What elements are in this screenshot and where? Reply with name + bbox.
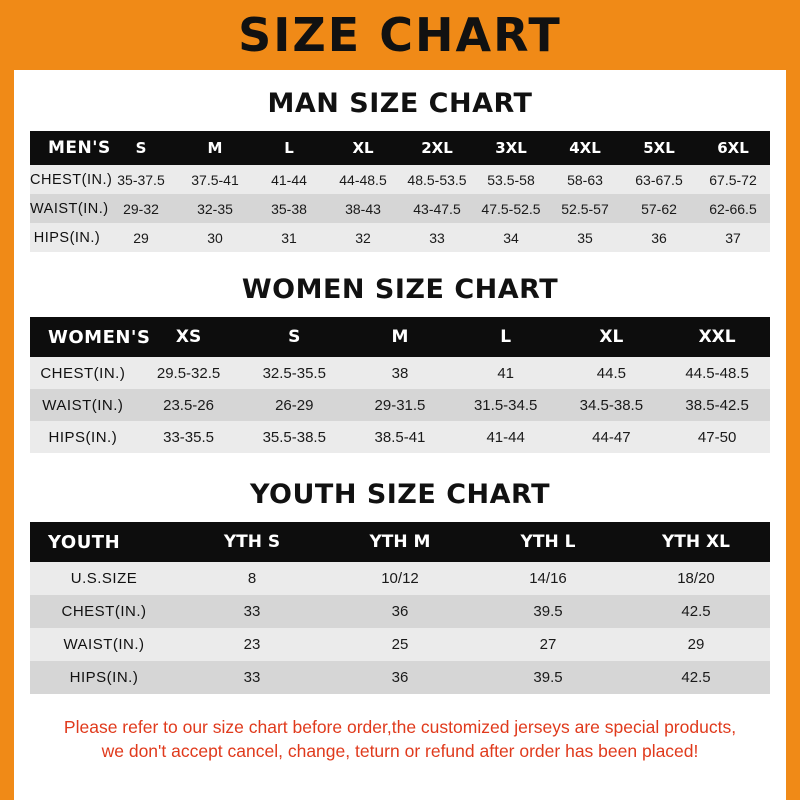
order-policy-note-line2: we don't accept cancel, change, teturn or refund after order has been placed! bbox=[101, 740, 699, 761]
man-size-l: L bbox=[284, 139, 294, 157]
table-row bbox=[30, 595, 770, 628]
man-chest-5xl: 63-67.5 bbox=[635, 171, 683, 188]
table-row bbox=[30, 165, 770, 194]
man-size-5xl: 5XL bbox=[643, 139, 675, 157]
man-hips-s: 29 bbox=[133, 229, 149, 246]
women-hips-s: 35.5-38.5 bbox=[262, 428, 326, 446]
youth-size-s: YTH S bbox=[223, 532, 281, 552]
women-waist-s: 26-29 bbox=[275, 396, 314, 414]
women-size-l: L bbox=[500, 327, 512, 347]
man-waist-m: 32-35 bbox=[197, 200, 233, 217]
man-waist-5xl: 57-62 bbox=[641, 200, 677, 217]
youth-size-l: YTH L bbox=[520, 532, 576, 552]
women-chest-xs: 29.5-32.5 bbox=[156, 364, 221, 382]
man-chest-6xl: 67.5-72 bbox=[709, 171, 757, 188]
youth-hips-s: 33 bbox=[243, 669, 261, 686]
youth-chest-xl: 42.5 bbox=[681, 603, 711, 620]
banner-title: SIZE CHART bbox=[238, 8, 562, 62]
table-row bbox=[30, 628, 770, 661]
women-waist-xxl: 38.5-42.5 bbox=[685, 396, 749, 414]
table-row bbox=[30, 194, 770, 223]
women-chest-s: 32.5-35.5 bbox=[262, 364, 326, 382]
man-waist-6xl: 62-66.5 bbox=[709, 200, 757, 217]
man-chest-l: 41-44 bbox=[271, 171, 307, 188]
man-hips-6xl: 37 bbox=[725, 229, 741, 246]
man-size-2xl: 2XL bbox=[421, 139, 453, 157]
table-row bbox=[30, 389, 770, 421]
women-hips-m: 38.5-41 bbox=[374, 428, 426, 446]
youth-size-m: YTH M bbox=[369, 532, 431, 552]
man-size-m: M bbox=[207, 139, 223, 157]
women-section-title: WOMEN SIZE CHART bbox=[241, 274, 559, 305]
women-row-hips-label: HIPS(IN.) bbox=[48, 428, 118, 446]
order-policy-note-line1: Please refer to our size chart before order,the customized jerseys are special products, bbox=[63, 717, 737, 737]
youth-waist-s: 23 bbox=[243, 636, 261, 653]
content bbox=[14, 88, 786, 763]
women-hips-l: 41-44 bbox=[486, 428, 525, 446]
man-row-chest-label: CHEST(IN.) bbox=[30, 171, 113, 188]
women-table-head bbox=[30, 317, 770, 357]
man-size-3xl: 3XL bbox=[495, 139, 527, 157]
youth-row-chest-label: CHEST(IN.) bbox=[61, 603, 147, 620]
women-table-body bbox=[30, 357, 770, 453]
man-chest-m: 37.5-41 bbox=[191, 171, 239, 188]
man-row-hips-label: HIPS(IN.) bbox=[33, 229, 101, 246]
youth-waist-m: 25 bbox=[391, 636, 409, 653]
youth-chest-m: 36 bbox=[391, 603, 409, 620]
youth-table-head bbox=[30, 522, 770, 562]
youth-ussize-s: 8 bbox=[247, 570, 257, 587]
man-waist-xl: 38-43 bbox=[345, 200, 381, 217]
man-chest-xl: 44-48.5 bbox=[339, 171, 387, 188]
man-section-title: MAN SIZE CHART bbox=[267, 88, 533, 119]
man-waist-l: 35-38 bbox=[271, 200, 307, 217]
youth-chest-l: 39.5 bbox=[533, 603, 563, 620]
man-waist-s: 29-32 bbox=[123, 200, 159, 217]
man-chest-2xl: 48.5-53.5 bbox=[407, 171, 467, 188]
man-corner-label: MEN'S bbox=[48, 138, 111, 158]
youth-header-row bbox=[30, 522, 770, 562]
man-row-waist-label: WAIST(IN.) bbox=[30, 200, 109, 217]
women-row-waist-label: WAIST(IN.) bbox=[42, 396, 124, 414]
man-chest-s: 35-37.5 bbox=[117, 171, 165, 188]
women-chest-xxl: 44.5-48.5 bbox=[685, 364, 749, 382]
women-size-xxl: XXL bbox=[698, 327, 736, 347]
women-chest-m: 38 bbox=[391, 364, 409, 382]
man-size-6xl: 6XL bbox=[717, 139, 749, 157]
youth-waist-xl: 29 bbox=[687, 636, 705, 653]
youth-section-title: YOUTH SIZE CHART bbox=[249, 479, 551, 510]
women-size-table bbox=[30, 317, 770, 453]
man-hips-m: 30 bbox=[207, 229, 223, 246]
women-header-row bbox=[30, 317, 770, 357]
youth-table-body bbox=[30, 562, 770, 694]
man-size-4xl: 4XL bbox=[569, 139, 601, 157]
banner bbox=[0, 0, 800, 70]
order-policy-note bbox=[30, 716, 770, 763]
youth-ussize-xl: 18/20 bbox=[677, 570, 715, 587]
youth-size-xl: YTH XL bbox=[662, 532, 730, 552]
man-chest-4xl: 58-63 bbox=[567, 171, 603, 188]
table-row bbox=[30, 223, 770, 252]
women-size-xs: XS bbox=[175, 327, 202, 347]
youth-hips-l: 39.5 bbox=[533, 669, 563, 686]
youth-chest-s: 33 bbox=[243, 603, 261, 620]
man-hips-l: 31 bbox=[281, 229, 297, 246]
man-waist-3xl: 47.5-52.5 bbox=[481, 200, 541, 217]
women-size-m: M bbox=[391, 327, 409, 347]
man-header-row bbox=[30, 131, 770, 165]
table-row bbox=[30, 661, 770, 694]
women-hips-xxl: 47-50 bbox=[697, 428, 737, 446]
youth-size-table bbox=[30, 522, 770, 694]
youth-hips-xl: 42.5 bbox=[681, 669, 711, 686]
man-waist-2xl: 43-47.5 bbox=[413, 200, 461, 217]
women-chest-xl: 44.5 bbox=[596, 364, 626, 382]
women-chest-l: 41 bbox=[497, 364, 514, 382]
youth-corner-label: YOUTH bbox=[48, 531, 121, 553]
youth-row-waist-label: WAIST(IN.) bbox=[63, 636, 145, 653]
youth-ussize-m: 10/12 bbox=[381, 570, 419, 587]
youth-waist-l: 27 bbox=[539, 636, 557, 653]
table-row bbox=[30, 421, 770, 453]
man-chest-3xl: 53.5-58 bbox=[487, 171, 535, 188]
women-size-s: S bbox=[288, 327, 301, 347]
man-hips-2xl: 33 bbox=[429, 229, 445, 246]
youth-hips-m: 36 bbox=[391, 669, 409, 686]
women-corner-label: WOMEN'S bbox=[48, 326, 151, 348]
man-table-head bbox=[30, 131, 770, 165]
women-row-chest-label: CHEST(IN.) bbox=[40, 364, 126, 382]
women-waist-m: 29-31.5 bbox=[374, 396, 426, 414]
man-hips-4xl: 35 bbox=[577, 229, 593, 246]
man-hips-5xl: 36 bbox=[651, 229, 667, 246]
table-row bbox=[30, 562, 770, 595]
man-hips-xl: 32 bbox=[355, 229, 371, 246]
man-size-table bbox=[30, 131, 770, 252]
women-hips-xs: 33-35.5 bbox=[163, 428, 214, 446]
man-size-s: S bbox=[135, 139, 147, 157]
women-hips-xl: 44-47 bbox=[592, 428, 631, 446]
women-waist-xl: 34.5-38.5 bbox=[579, 396, 644, 414]
women-waist-l: 31.5-34.5 bbox=[473, 396, 538, 414]
man-size-xl: XL bbox=[352, 139, 374, 157]
man-table-body bbox=[30, 165, 770, 252]
table-row bbox=[30, 357, 770, 389]
youth-row-ussize-label: U.S.SIZE bbox=[70, 570, 138, 587]
man-waist-4xl: 52.5-57 bbox=[561, 200, 609, 217]
man-hips-3xl: 34 bbox=[503, 229, 519, 246]
women-size-xl: XL bbox=[599, 327, 624, 347]
women-waist-xs: 23.5-26 bbox=[163, 396, 214, 414]
youth-row-hips-label: HIPS(IN.) bbox=[69, 669, 139, 686]
youth-ussize-l: 14/16 bbox=[529, 570, 567, 587]
